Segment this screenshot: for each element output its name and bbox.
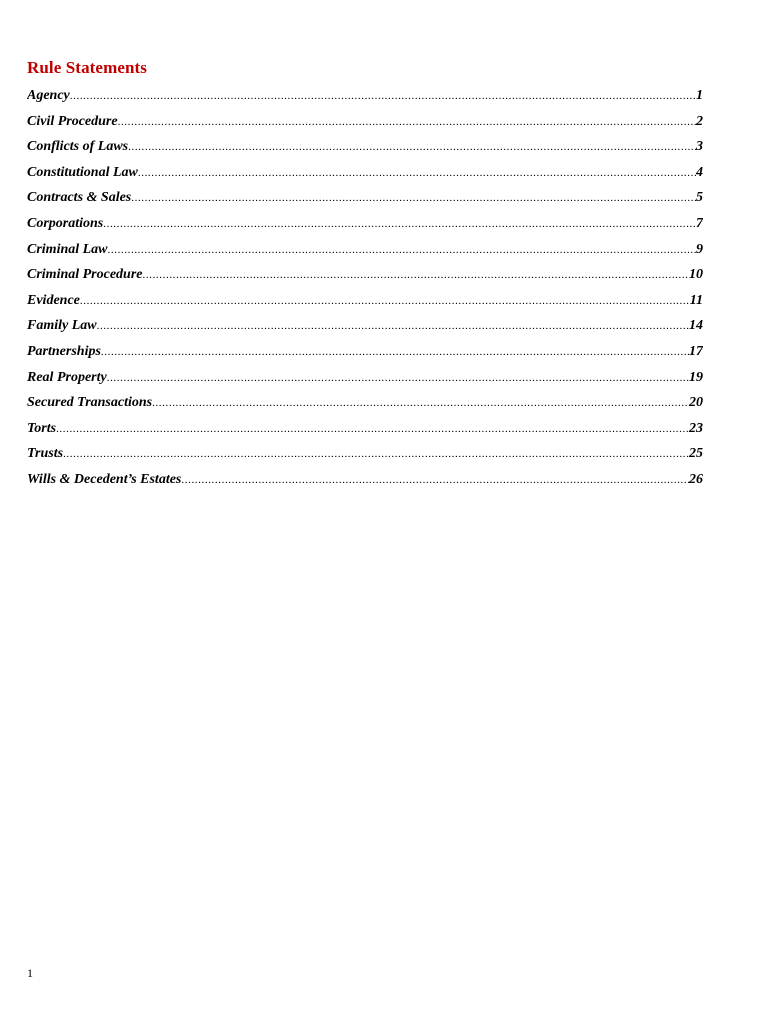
toc-entry-agency[interactable] <box>27 88 703 114</box>
toc-entry-page: 14 <box>689 318 703 334</box>
toc-entry-label: Civil Procedure <box>27 113 118 129</box>
dot-leader <box>107 372 689 384</box>
dot-leader <box>103 218 696 230</box>
toc-entry-label: Family Law <box>27 318 97 334</box>
dot-leader <box>128 141 696 153</box>
dot-leader <box>143 269 689 281</box>
toc-entry-real-property[interactable] <box>27 370 703 396</box>
toc-entry-partnerships[interactable] <box>27 344 703 370</box>
toc-entry-page: 7 <box>696 215 703 231</box>
toc-entry-contracts-sales[interactable] <box>27 190 703 216</box>
toc-entry-secured-transactions[interactable] <box>27 395 703 421</box>
toc-entry-label: Conflicts of Laws <box>27 139 129 155</box>
toc-entry-page: 19 <box>689 369 703 385</box>
toc-entry-page: 2 <box>696 113 703 129</box>
toc-entry-conflicts-of-laws[interactable] <box>27 139 703 165</box>
toc-entry-page: 10 <box>689 267 703 283</box>
toc-entry-torts[interactable] <box>27 421 703 447</box>
toc-entry-evidence[interactable] <box>27 293 703 319</box>
toc-entry-wills-decedents-estates[interactable] <box>27 472 703 498</box>
toc-entry-label: Partnerships <box>27 343 101 359</box>
toc-entry-label: Contracts & Sales <box>27 190 132 206</box>
toc-entry-label: Criminal Law <box>27 241 108 257</box>
toc-entry-label: Evidence <box>27 292 80 308</box>
toc-entry-label: Torts <box>27 420 57 436</box>
page-title: Rule Statements <box>27 58 148 77</box>
toc-entry-label: Corporations <box>27 215 104 231</box>
dot-leader <box>131 192 696 204</box>
toc-entry-page: 17 <box>689 343 703 359</box>
dot-leader <box>56 423 689 435</box>
table-of-contents <box>27 88 703 498</box>
footer-page-number: 1 <box>27 966 33 980</box>
toc-entry-label: Secured Transactions <box>27 395 153 411</box>
toc-entry-page: 5 <box>696 190 703 206</box>
dot-leader <box>63 448 689 460</box>
toc-entry-label: Trusts <box>27 446 64 462</box>
dot-leader <box>118 116 696 128</box>
toc-entry-label: Criminal Procedure <box>27 267 143 283</box>
toc-entry-criminal-law[interactable] <box>27 242 703 268</box>
toc-entry-constitutional-law[interactable] <box>27 165 703 191</box>
toc-entry-page: 20 <box>689 395 703 411</box>
toc-entry-family-law[interactable] <box>27 318 703 344</box>
toc-entry-criminal-procedure[interactable] <box>27 267 703 293</box>
dot-leader <box>181 474 689 486</box>
toc-entry-page: 9 <box>696 241 703 257</box>
toc-entry-page: 3 <box>696 139 703 155</box>
toc-entry-page: 11 <box>689 292 703 308</box>
dot-leader <box>70 90 696 102</box>
toc-entry-label: Real Property <box>27 369 107 385</box>
toc-entry-trusts[interactable] <box>27 446 703 472</box>
dot-leader <box>152 397 689 409</box>
toc-entry-page: 1 <box>696 88 703 103</box>
toc-entry-page: 4 <box>696 164 703 180</box>
toc-entry-label: Wills & Decedent’s Estates <box>27 471 182 487</box>
toc-entry-label: Constitutional Law <box>27 164 138 180</box>
dot-leader <box>101 346 689 358</box>
dot-leader <box>97 320 689 332</box>
toc-entry-civil-procedure[interactable] <box>27 114 703 140</box>
dot-leader <box>108 244 696 256</box>
toc-entry-page: 26 <box>689 471 703 487</box>
dot-leader <box>138 167 696 179</box>
toc-entry-page: 25 <box>689 446 703 462</box>
dot-leader <box>80 295 690 307</box>
toc-entry-page: 23 <box>689 420 703 436</box>
toc-entry-label: Agency <box>27 88 70 103</box>
toc-entry-corporations[interactable] <box>27 216 703 242</box>
